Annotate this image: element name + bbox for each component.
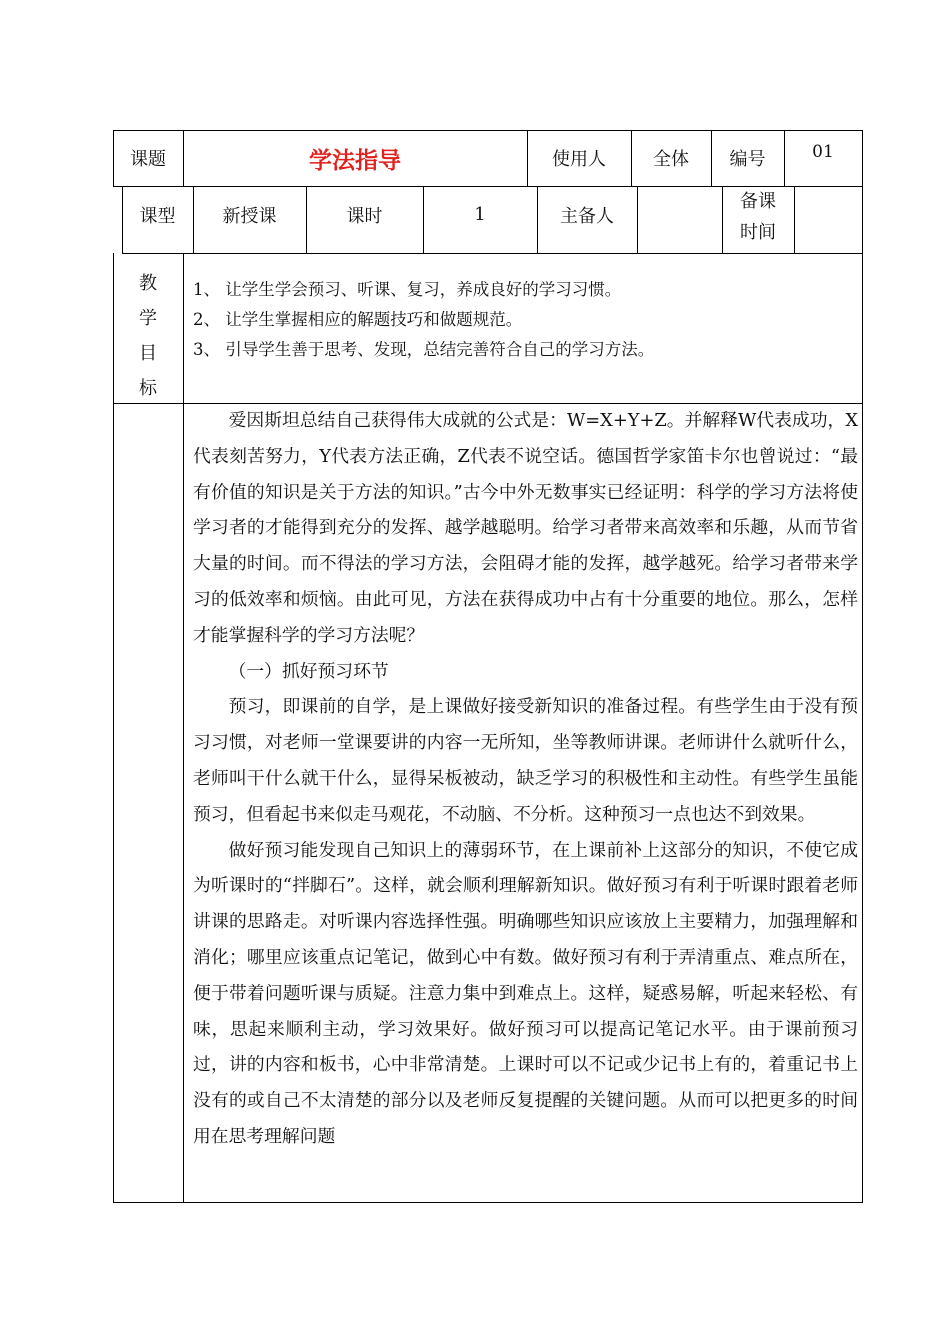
number-label: 编号 [729,149,766,170]
prep-time-label-line-2: 时间 [740,222,776,243]
hours-value: 1 [474,204,486,225]
goals-label-char: 学 [139,308,157,329]
prep-time-label-line-1: 备课 [740,191,776,212]
preparer-value [637,186,722,253]
goal-item: 1、 让学生学会预习、听课、复习，养成良好的学习习惯。 [193,280,622,299]
number-value: 01 [812,142,834,162]
goals-label [113,266,183,406]
user-value: 全体 [653,149,689,170]
prep-time-label [722,186,794,248]
prep-time-value [794,186,862,253]
table-line [113,1202,863,1203]
content-paragraph: 做好预习能发现自己知识上的薄弱环节，在上课前补上这部分的知识，不使它成为听课时的“拌脚石”。这样，就会顺利理解新知识。做好预习有利于听课时跟着老师讲课的思路走。对听课内容选择性强。明确哪些知识应该放上主要精力，加强理解和消化；哪里应该重点记笔记，做到心中有数。做好预习有利于弄清重点、难点所在，便于带着问题听课与质疑。注意力集中到难点上。这样，疑惑易解，听起来轻松、有味，思起来顺利主动，学习效果好。做好预习可以提高记笔记水平。由于课前预习过，讲的内容和板书，心中非常清楚。上课时可以不记或少记书上有的，着重记书上没有的或自己不太清楚的部分以及老师反复提醒的关键问题。从而可以把更多的时间用在思考理解问题 [193,839,858,1147]
goal-item: 2、 让学生掌握相应的解题技巧和做题规范。 [193,310,523,329]
page-title: 学法指导 [309,147,401,174]
goal-item: 3、 引导学生善于思考、发现，总结完善符合自己的学习方法。 [193,340,655,359]
goals-label-char: 标 [139,378,157,399]
preparer-label: 主备人 [560,205,614,227]
table-line [183,253,184,1202]
content-body [193,403,858,1155]
goals-label-char: 目 [139,343,157,364]
type-label: 课型 [139,205,176,227]
goals-list [193,275,853,365]
type-value: 新授课 [222,205,277,227]
goals-label-char: 教 [139,273,157,294]
content-paragraph: 爱因斯坦总结自己获得伟大成就的公式是：W=X+Y+Z。并解释W代表成功，X代表刻苦努力，Y代表方法正确，Z代表不说空话。德国哲学家笛卡尔也曾说过：“最有价值的知识是关于方法的知识。”古今中外无数事实已经证明：科学的学习方法将使学习者的才能得到充分的发挥、越学越聪明。给学习者带来高效率和乐趣，从而节省大量的时间。而不得法的学习方法，会阻碍才能的发挥，越学越死。给学习者带来学习的低效率和烦恼。由此可见，方法在获得成功中占有十分重要的地位。那么，怎样才能掌握科学的学习方法呢？ [193,410,858,646]
section-heading: （一）抓好预习环节 [228,660,389,682]
user-label: 使用人 [552,149,606,170]
table-line [862,130,863,1202]
content-paragraph: 预习，即课前的自学，是上课做好接受新知识的准备过程。有些学生由于没有预习习惯，对老师一堂课要讲的内容一无所知，坐等教师讲课。老师讲什么就听什么，老师叫干什么就干什么，显得呆板被动，缺乏学习的积极性和主动性。有些学生虽能预习，但看起书来似走马观花，不动脑、不分析。这种预习一点也达不到效果。 [193,696,858,825]
hours-label: 课时 [346,205,383,227]
table-line [122,253,863,254]
topic-label: 课题 [130,149,166,170]
